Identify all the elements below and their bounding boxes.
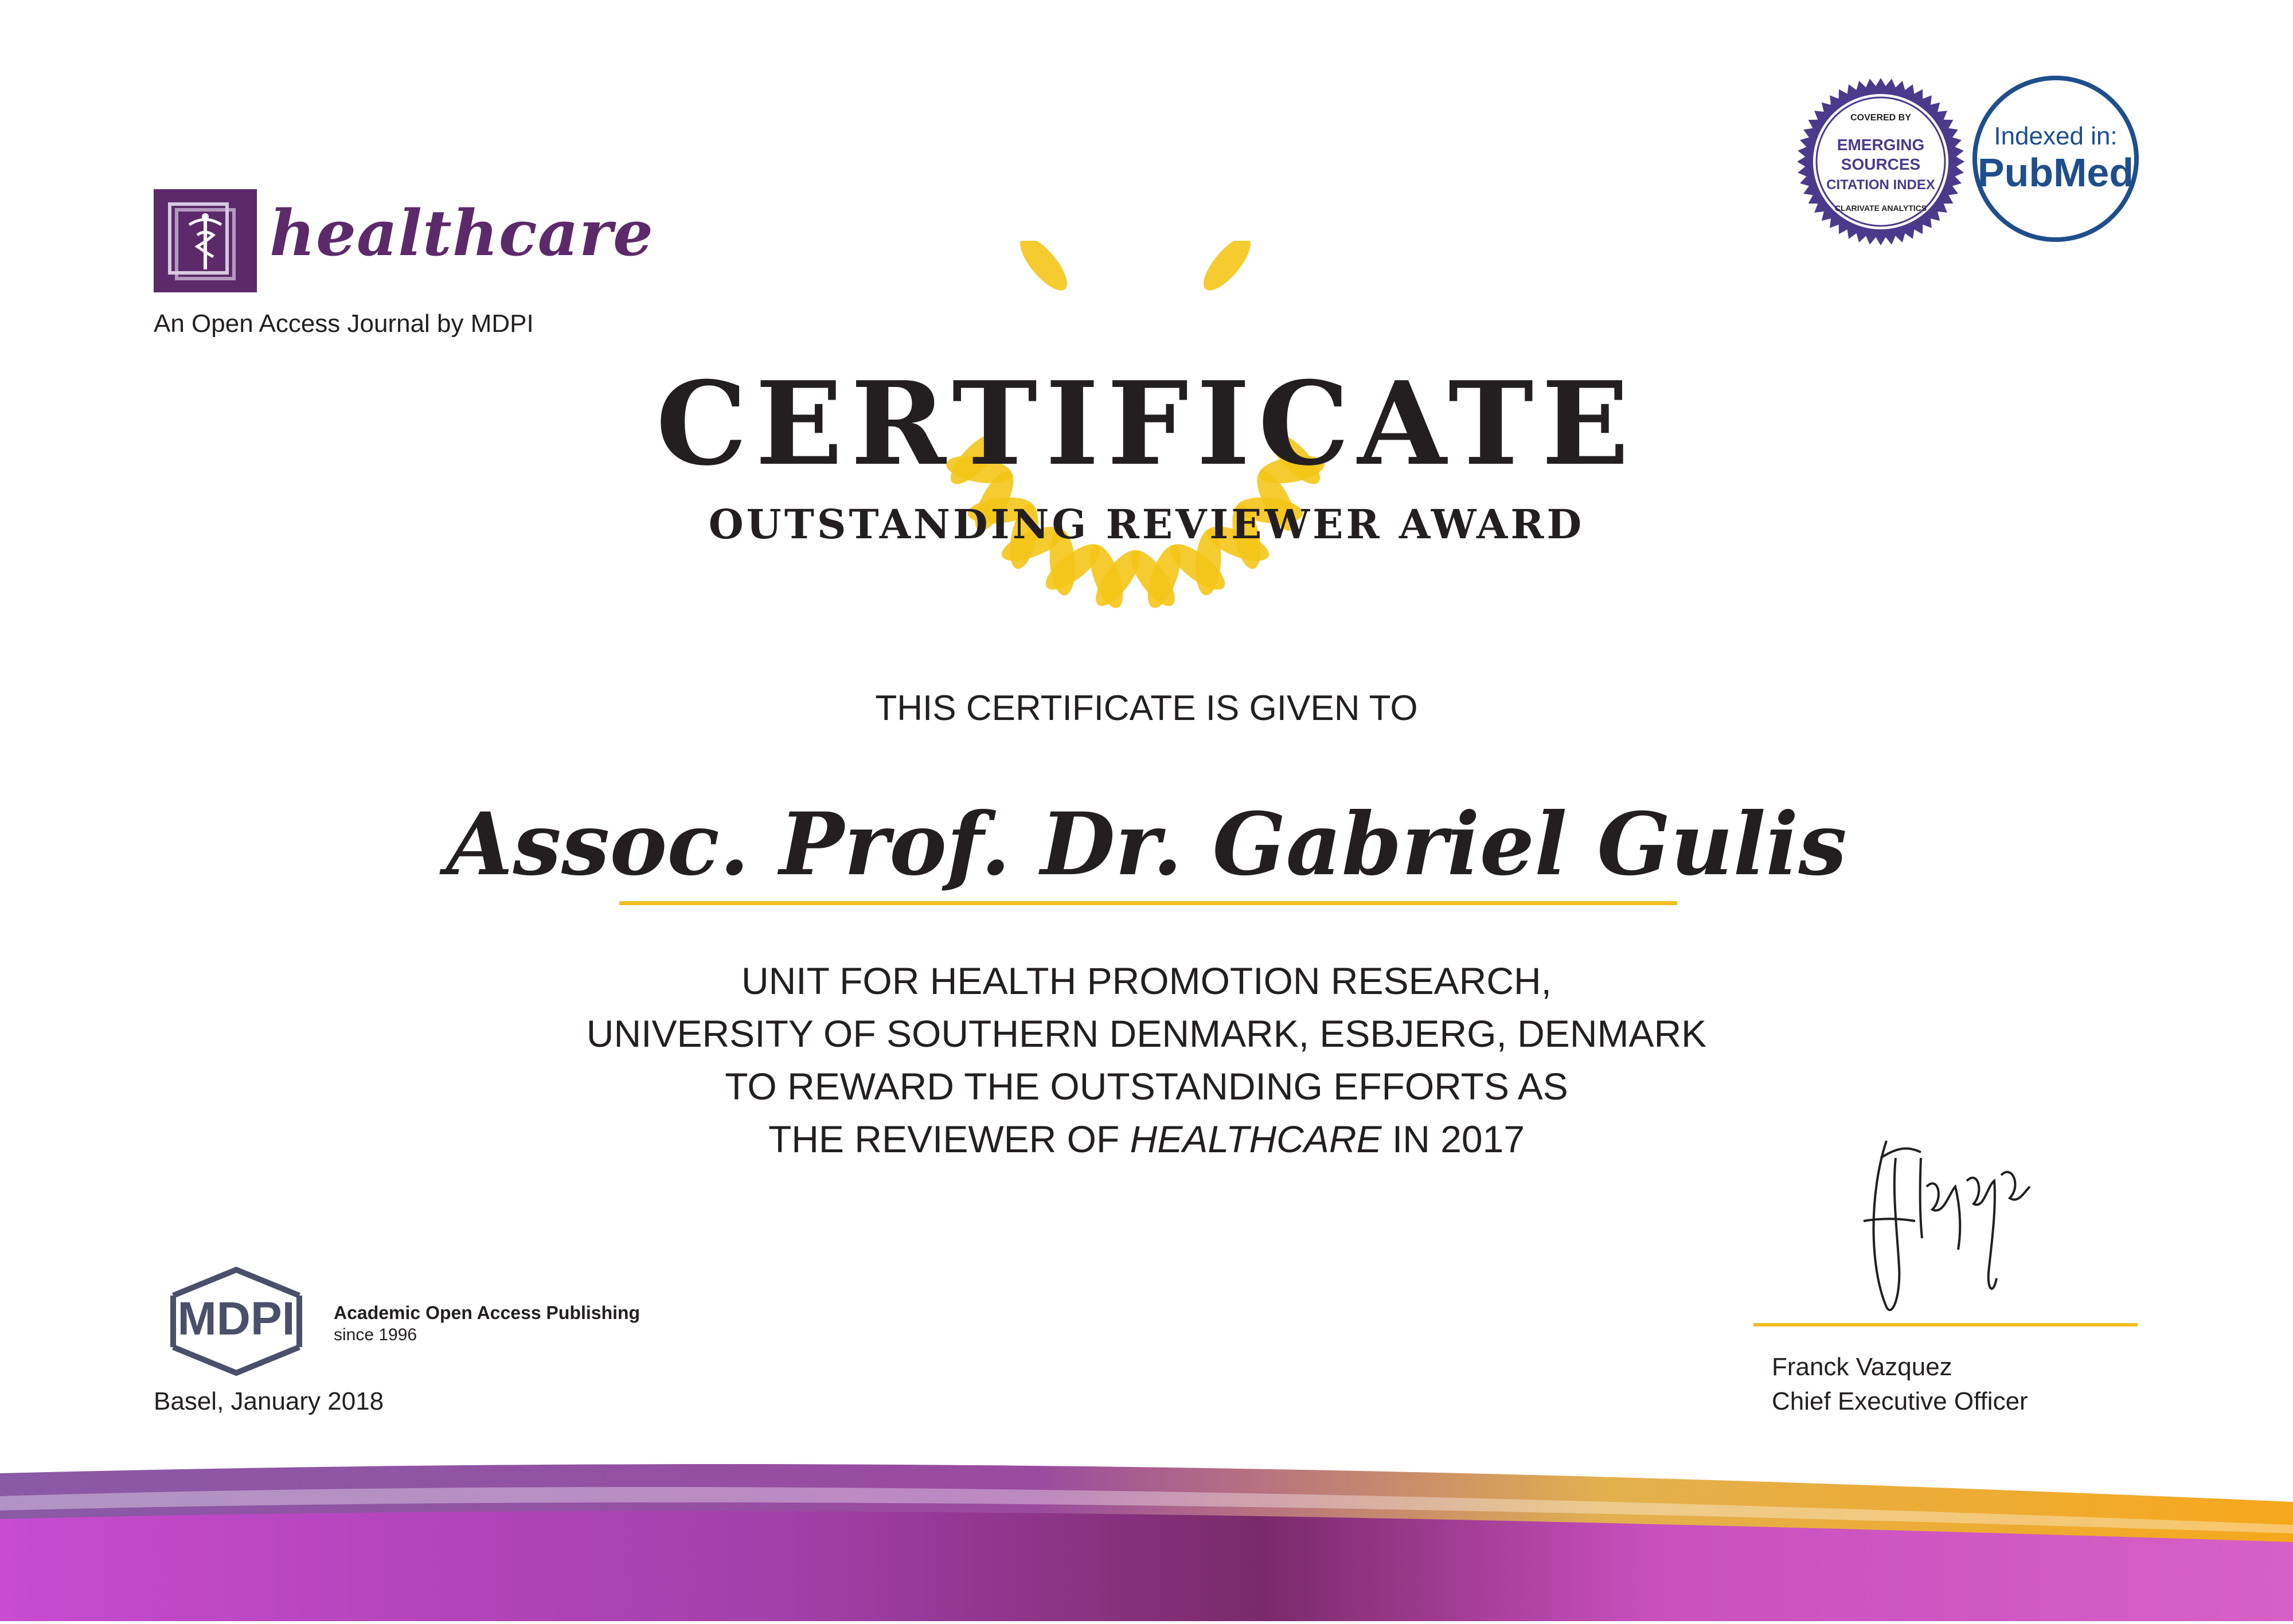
esci-covered-by: COVERED BY <box>1850 113 1911 123</box>
issue-place-date: Basel, January 2018 <box>154 1387 384 1415</box>
journal-logo-icon <box>154 189 257 292</box>
esci-seal-icon <box>1795 76 1967 248</box>
esci-bottom: CLARIVATE ANALYTICS <box>1834 204 1927 213</box>
signer-name: Franck Vazquez <box>1772 1353 1952 1381</box>
journal-name: healthcare <box>269 196 654 270</box>
citation-line-1: UNIT FOR HEALTH PROMOTION RESEARCH, <box>741 960 1552 1002</box>
esci-line2: SOURCES <box>1841 155 1921 173</box>
citation-line-2: UNIVERSITY OF SOUTHERN DENMARK, ESBJERG, DENMARK <box>586 1012 1707 1055</box>
citation-line-4-post: IN 2017 <box>1381 1118 1525 1160</box>
esci-line3: CITATION INDEX <box>1826 177 1935 193</box>
laurel-leaf-left-tip <box>1013 241 1075 298</box>
mdpi-since: since 1996 <box>334 1325 417 1344</box>
pubmed-pre: Indexed in: <box>1994 122 2118 151</box>
name-underline <box>619 901 1677 905</box>
given-to-text: THIS CERTIFICATE IS GIVEN TO <box>875 688 1418 728</box>
pubmed-seal-icon <box>1972 76 2139 242</box>
mdpi-logo-text: MDPI <box>177 1293 295 1345</box>
pubmed-name: PubMed <box>1977 150 2134 195</box>
bottom-wave-decoration <box>0 1456 2293 1621</box>
citation-journal-name: HEALTHCARE <box>1130 1118 1382 1160</box>
certificate-title: CERTIFICATE <box>656 357 1637 491</box>
recipient-name: Assoc. Prof. Dr. Gabriel Gulis <box>446 794 1847 895</box>
signature-image <box>1846 1124 2041 1330</box>
certificate-subtitle: OUTSTANDING REVIEWER AWARD <box>708 500 1585 548</box>
citation-line-3: TO REWARD THE OUTSTANDING EFFORTS AS <box>725 1065 1568 1108</box>
mdpi-logo-icon <box>150 1267 322 1376</box>
esci-line1: EMERGING <box>1837 136 1925 154</box>
mdpi-tagline: Academic Open Access Publishing <box>334 1302 640 1323</box>
signer-title: Chief Executive Officer <box>1772 1387 2028 1415</box>
journal-tagline: An Open Access Journal by MDPI <box>154 310 534 338</box>
laurel-leaf-right-tip <box>1196 241 1258 298</box>
signature-line <box>1753 1323 2138 1326</box>
citation-line-4-pre: THE REVIEWER OF <box>768 1118 1130 1160</box>
